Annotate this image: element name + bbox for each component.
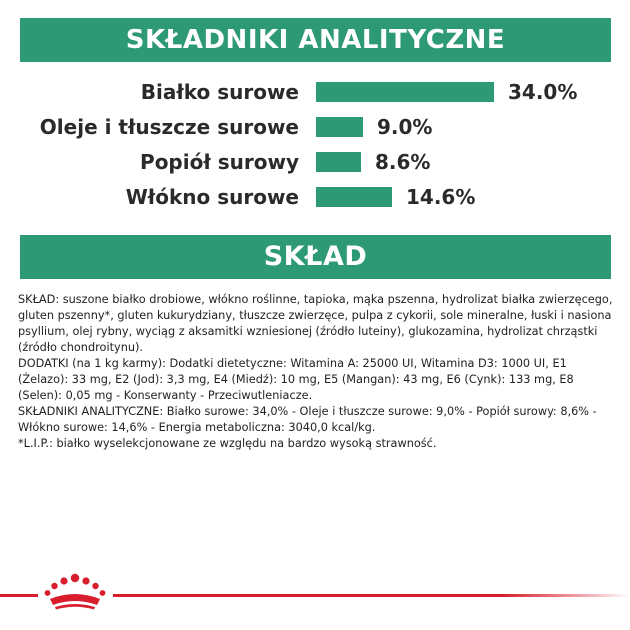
analytical-row-fibre (0, 184, 630, 210)
footer-divider-left (0, 594, 38, 597)
analytical-row-fat (0, 114, 630, 140)
composition-ingredients: SKŁAD: suszone białko drobiowe, włókno roślinne, tapioka, mąka pszenna, hydrolizat białka zwierzęcego, gluten pszenny*, gluten kukurydziany, tłuszcze zwierzęce, pulpa z cykorii, sole mineralne, łuski i nasiona psyllium, olej rybny, wyciąg z aksamitki wzniesionej (źródło luteiny), glukozamina, hydrolizat chrząstki (źródło chondroitynu). (18, 293, 613, 354)
composition-analytical: SKŁADNIKI ANALITYCZNE: Białko surowe: 34,0% - Oleje i tłuszcze surowe: 9,0% - Popiół surowy: 8,6% - Włókno surowe: 14,6% - Energia metaboliczna: 3040,0 kcal/kg. (18, 405, 597, 434)
row-bar (316, 152, 361, 172)
row-value: 14.6% (406, 185, 476, 209)
row-label: Popiół surowy (140, 150, 299, 174)
row-value: 34.0% (508, 80, 578, 104)
row-label: Włókno surowe (125, 185, 299, 209)
composition-title: SKŁAD (263, 241, 368, 272)
row-bar (316, 117, 363, 137)
footer-divider (113, 594, 630, 597)
row-label: Białko surowe (140, 80, 299, 104)
composition-additives: DODATKI (na 1 kg karmy): Dodatki dietetyczne: Witamina A: 25000 UI, Witamina D3: 1000 UI, E1 (Żelazo): 33 mg, E2 (Jod): 3,3 mg, E4 (Miedź): 10 mg, E5 (Mangan): 43 mg, E6 (Cynk): 133 mg, E8 (Selen): 0,05 mg - Konserwanty - Przeciwutleniacze. (18, 357, 574, 402)
row-value: 8.6% (375, 150, 431, 174)
row-bar (316, 187, 392, 207)
royal-canin-crown-icon (42, 572, 108, 610)
row-label: Oleje i tłuszcze surowe (39, 115, 299, 139)
composition-footnote: *L.I.P.: białko wyselekcjonowane ze względu na bardzo wysoką strawność. (18, 437, 437, 450)
composition-text (18, 292, 614, 452)
analytical-title: SKŁADNIKI ANALITYCZNE (125, 25, 506, 55)
row-value: 9.0% (377, 115, 433, 139)
analytical-banner (20, 18, 611, 62)
composition-banner (20, 235, 611, 279)
analytical-row-protein (0, 79, 630, 105)
analytical-row-ash (0, 149, 630, 175)
row-bar (316, 82, 494, 102)
